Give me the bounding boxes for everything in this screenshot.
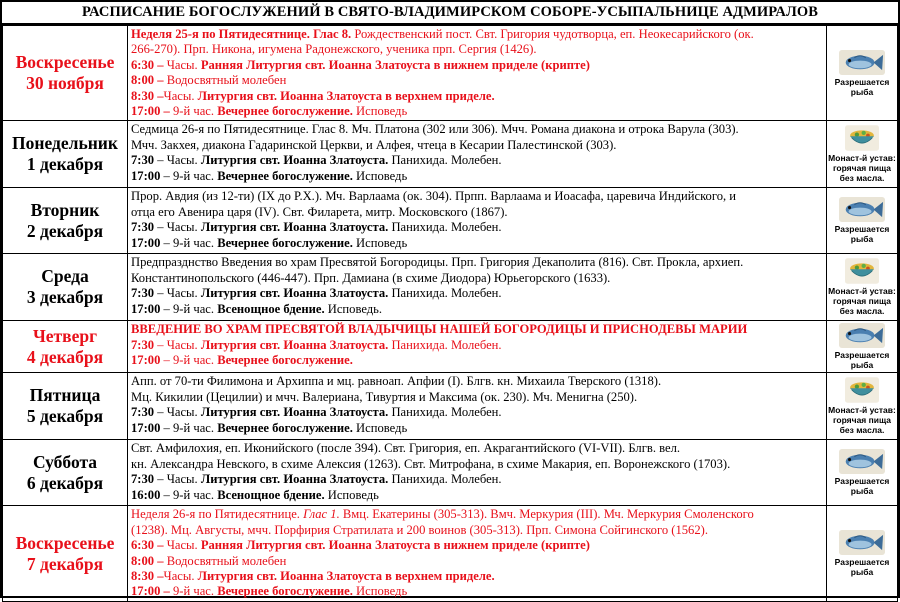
fish-icon (839, 323, 885, 348)
day-date: 6 декабря (26, 472, 104, 493)
services-cell (128, 321, 827, 373)
service-emphasis: 16:00 (131, 487, 161, 502)
food-rule-text: без масла. (839, 306, 885, 317)
service-emphasis: 7:30 (131, 286, 155, 301)
schedule-table (2, 25, 898, 602)
service-text: Часы. (163, 88, 198, 103)
day-date: 5 декабря (26, 406, 104, 427)
service-text: – Часы. (154, 472, 201, 487)
service-text: Мчч. Закхея, диакона Гадаринской Церкви, и Алфея, чтеца в Кесарии Палестинской (303). (131, 137, 617, 152)
service-line (131, 205, 823, 220)
day-date: 2 декабря (26, 220, 104, 241)
service-text: Апп. от 70-ти Филимона и Архиппа и мц. равноап. Апфии (I). Блгв. кн. Михаила Тверского (1318). (131, 374, 662, 389)
service-text: Неделя 26-я по Пятидесятнице. (131, 507, 304, 522)
service-text: – Часы. (154, 337, 201, 352)
service-emphasis: Литургия свт. Иоанна Златоуста. (200, 337, 389, 352)
service-line (131, 569, 823, 584)
food-rule-text: горячая пища (832, 415, 891, 426)
service-emphasis: Вечернее богослужение. (217, 104, 353, 119)
service-emphasis: 6:30 – (131, 57, 167, 72)
service-emphasis: Литургия свт. Иоанна Златоуста. (200, 405, 389, 420)
services-cell (128, 373, 827, 440)
fish-icon (839, 197, 885, 222)
day-date: 4 декабря (26, 346, 104, 367)
service-text: Седмица 26-я по Пятидесятнице. Глас 8. Мч. Платона (302 или 306). Мчч. Романа диакона и отрока Варула (303). (131, 122, 739, 137)
service-line (131, 220, 823, 235)
service-text: Часы. (166, 538, 201, 553)
service-text: – Часы. (154, 153, 201, 168)
service-emphasis: Вечернее богослужение. (217, 168, 353, 183)
day-row (3, 188, 898, 254)
service-emphasis: 17:00 (131, 235, 161, 250)
food-rule-cell (827, 373, 898, 440)
service-emphasis: 7:30 (131, 405, 155, 420)
service-emphasis: Литургия свт. Иоанна Златоуста в верхнем приделе. (197, 88, 495, 103)
fish-icon (839, 50, 885, 75)
service-line (131, 153, 823, 168)
service-text: – Часы. (154, 220, 201, 235)
fish-icon (839, 449, 885, 474)
day-date: 7 декабря (26, 553, 104, 574)
service-text: Исповедь. (324, 301, 383, 316)
hot-food-bowl-icon (845, 125, 879, 151)
weekday-name: Воскресенье (15, 52, 115, 73)
service-emphasis: Вечернее богослужение. (217, 584, 353, 599)
service-text: Исповедь (352, 168, 408, 183)
service-text: Свт. Амфилохия, еп. Иконийского (после 394). Свт. Григория, еп. Акрагантийского (VI-VII). Блгв. вел. (131, 441, 681, 456)
food-rule-cell (827, 321, 898, 373)
services-cell (128, 121, 827, 188)
service-text: Часы. (166, 57, 201, 72)
day-row (3, 506, 898, 601)
service-text: – Часы. (154, 405, 201, 420)
day-cell (3, 121, 128, 188)
service-text: Исповедь (352, 235, 408, 250)
service-line (131, 523, 823, 538)
food-rule-text: рыба (850, 567, 874, 578)
service-line (131, 58, 823, 73)
service-line (131, 441, 823, 456)
day-row (3, 321, 898, 373)
weekday-name: Пятница (29, 385, 101, 406)
day-row (3, 440, 898, 506)
services-cell (128, 254, 827, 321)
service-line (131, 405, 823, 420)
service-text: Водосвятный молебен (166, 73, 287, 88)
weekday-name: Суббота (32, 451, 98, 472)
service-text: Панихида. Молебен. (388, 286, 502, 301)
service-text: Мц. Кикилии (Цецилии) и мчч. Валериана, Тивуртия и Максима (ок. 230). Мч. Менигна (250). (131, 389, 638, 404)
service-line (131, 189, 823, 204)
food-rule-text: рыба (850, 360, 874, 371)
food-rule-cell (827, 121, 898, 188)
day-cell (3, 188, 128, 254)
day-date: 30 ноября (26, 73, 104, 94)
day-cell (3, 506, 128, 601)
service-emphasis: ВВЕДЕНИЕ ВО ХРАМ ПРЕСВЯТОЙ ВЛАДЫЧИЦЫ НАШЕЙ БОГОРОДИЦЫ И ПРИСНОДЕВЫ МАРИИ (131, 322, 748, 337)
service-emphasis: Литургия свт. Иоанна Златоуста в верхнем приделе. (197, 569, 495, 584)
food-rule-text: горячая пища (832, 296, 891, 307)
service-text: – 9-й час. (160, 353, 218, 368)
service-line (131, 374, 823, 389)
service-emphasis: 17:00 – (131, 104, 173, 119)
service-line (131, 457, 823, 472)
day-row (3, 373, 898, 440)
service-text: – 9-й час. (160, 301, 218, 316)
service-text: 9-й час. (172, 104, 218, 119)
service-emphasis: 7:30 (131, 220, 155, 235)
food-rule-text: горячая пища (832, 163, 891, 174)
service-text: кн. Александра Невского, в схиме Алексия (1263). Свт. Митрофана, в схиме Макария, еп. Воронежского (1703). (131, 456, 731, 471)
food-rule-cell (827, 506, 898, 601)
day-cell (3, 373, 128, 440)
weekday-name: Вторник (30, 199, 100, 220)
weekday-name: Воскресенье (15, 532, 115, 553)
service-text: – 9-й час. (160, 487, 218, 502)
service-line (131, 169, 823, 184)
food-rule-text: без масла. (839, 173, 885, 184)
fish-icon (839, 530, 885, 555)
service-text: Глас 1. (303, 507, 340, 522)
day-cell (3, 321, 128, 373)
service-text: Рождественский пост. Свт. Григория чудотворца, еп. Неокесарийского (ок. (351, 27, 754, 41)
service-text: Вмц. Екатерины (305-313). Вмч. Меркурия (III). Мч. Меркурия Смоленского (339, 507, 754, 522)
food-rule-text: без масла. (839, 425, 885, 436)
service-emphasis: 17:00 – (131, 584, 173, 599)
service-emphasis: Литургия свт. Иоанна Златоуста. (200, 220, 389, 235)
service-text: – 9-й час. (160, 420, 218, 435)
food-rule-cell (827, 254, 898, 321)
service-emphasis: Вечернее богослужение. (217, 353, 353, 368)
service-emphasis: Всенощное бдение. (217, 487, 325, 502)
services-cell (128, 440, 827, 506)
service-line (131, 322, 823, 337)
food-rule-text: Разрешается (834, 557, 890, 568)
service-line (131, 421, 823, 436)
service-emphasis: 8:30 – (131, 88, 164, 103)
service-line (131, 488, 823, 503)
service-emphasis: 7:30 (131, 337, 155, 352)
service-emphasis: 7:30 (131, 153, 155, 168)
day-row (3, 121, 898, 188)
service-emphasis: 6:30 – (131, 538, 167, 553)
food-rule-text: Разрешается (834, 476, 890, 487)
service-emphasis: Литургия свт. Иоанна Златоуста. (200, 286, 389, 301)
food-rule-text: рыба (850, 486, 874, 497)
food-rule-text: Разрешается (834, 350, 890, 361)
service-line (131, 89, 823, 104)
service-emphasis: 8:00 – (131, 73, 167, 88)
service-emphasis: 8:30 – (131, 569, 164, 584)
food-rule-text: Монаст-й устав: (828, 153, 896, 164)
service-text: Панихида. Молебен. (388, 153, 502, 168)
service-emphasis: 17:00 (131, 353, 161, 368)
service-line (131, 42, 823, 57)
food-rule-cell (827, 188, 898, 254)
food-rule-text: рыба (850, 234, 874, 245)
food-rule-text: Разрешается (834, 224, 890, 235)
service-text: Панихида. Молебен. (388, 220, 502, 235)
weekday-name: Четверг (32, 325, 98, 346)
service-text: Панихида. Молебен. (388, 472, 502, 487)
service-line (131, 538, 823, 553)
service-line (131, 472, 823, 487)
service-text: Прор. Авдия (из 12-ти) (IX до Р.Х.). Мч. Варлаама (ок. 304). Прпп. Варлаама и Иоасафа, царевича Индийского, и (131, 189, 737, 204)
service-line (131, 286, 823, 301)
day-cell (3, 254, 128, 321)
service-text: – 9-й час. (160, 168, 218, 183)
service-line (131, 27, 823, 42)
service-text: Исповедь (352, 104, 408, 119)
service-line (131, 138, 823, 153)
service-text: – Часы. (154, 286, 201, 301)
service-text: Исповедь (352, 420, 408, 435)
service-emphasis: 8:00 – (131, 553, 167, 568)
service-text: Предпразднство Введения во храм Пресвятой Богородицы. Прп. Григория Декаполита (816). Свт. Прокла, архиеп. (131, 255, 744, 270)
service-emphasis: Литургия свт. Иоанна Златоуста. (200, 472, 389, 487)
service-text: Водосвятный молебен (166, 553, 287, 568)
service-emphasis: 17:00 (131, 301, 161, 316)
service-line (131, 73, 823, 88)
service-text: 266-270). Прп. Никона, игумена Радонежского, ученика прп. Сергия (1426). (131, 42, 537, 57)
schedule-title: РАСПИСАНИЕ БОГОСЛУЖЕНИЙ В СВЯТО-ВЛАДИМИРСКОМ СОБОРЕ-УСЫПАЛЬНИЦЕ АДМИРАЛОВ (2, 2, 898, 25)
service-emphasis: Ранняя Литургия свт. Иоанна Златоуста в нижнем приделе (крипте) (200, 57, 590, 72)
service-text: Панихида. Молебен. (388, 337, 502, 352)
food-rule-text: Монаст-й устав: (828, 286, 896, 297)
service-text: (1238). Мц. Августы, мчч. Порфирия Стратилата и 200 воинов (305-313). Прп. Симона Сойгинского (1562). (131, 522, 708, 537)
service-line (131, 236, 823, 251)
service-emphasis: Вечернее богослужение. (217, 235, 353, 250)
service-line (131, 104, 823, 119)
service-emphasis: Литургия свт. Иоанна Златоуста. (200, 153, 389, 168)
service-text: отца его Авенира царя (IV). Свт. Филарета, митр. Московского (1867). (131, 204, 508, 219)
service-emphasis: 7:30 (131, 472, 155, 487)
services-cell (128, 506, 827, 601)
service-text: Панихида. Молебен. (388, 405, 502, 420)
service-line (131, 338, 823, 353)
service-line (131, 353, 823, 368)
day-cell (3, 26, 128, 121)
service-line (131, 255, 823, 270)
weekday-name: Среда (41, 266, 89, 287)
service-text: Часы. (163, 569, 198, 584)
service-emphasis: Всенощное бдение. (217, 301, 325, 316)
service-line (131, 507, 823, 522)
service-text: – 9-й час. (160, 235, 218, 250)
hot-food-bowl-icon (845, 258, 879, 284)
service-line (131, 271, 823, 286)
day-date: 3 декабря (26, 287, 104, 308)
food-rule-cell (827, 440, 898, 506)
hot-food-bowl-icon (845, 377, 879, 403)
service-line (131, 390, 823, 405)
service-emphasis: Вечернее богослужение. (217, 420, 353, 435)
service-line (131, 554, 823, 569)
service-emphasis: Ранняя Литургия свт. Иоанна Златоуста в нижнем приделе (крипте) (200, 538, 590, 553)
food-rule-text: Разрешается (834, 76, 890, 87)
food-rule-cell (827, 26, 898, 121)
food-rule-text: рыба (850, 86, 874, 97)
day-cell (3, 440, 128, 506)
service-text: Исповедь (352, 584, 408, 599)
weekday-name: Понедельник (12, 133, 118, 154)
services-cell (128, 26, 827, 121)
day-row (3, 26, 898, 121)
service-text: Константинопольского (446-447). Прп. Дамиана (в схиме Диодора) Юрьегорского (1633). (131, 270, 611, 285)
service-line (131, 122, 823, 137)
service-text: 9-й час. (172, 584, 218, 599)
food-rule-text: Монаст-й устав: (828, 405, 896, 416)
services-cell (128, 188, 827, 254)
service-text: Исповедь (324, 487, 379, 502)
service-emphasis: 17:00 (131, 168, 161, 183)
service-emphasis: Неделя 25-я по Пятидесятнице. Глас 8. (131, 27, 352, 41)
service-emphasis: 17:00 (131, 420, 161, 435)
service-line (131, 302, 823, 317)
day-date: 1 декабря (26, 154, 104, 175)
day-row (3, 254, 898, 321)
